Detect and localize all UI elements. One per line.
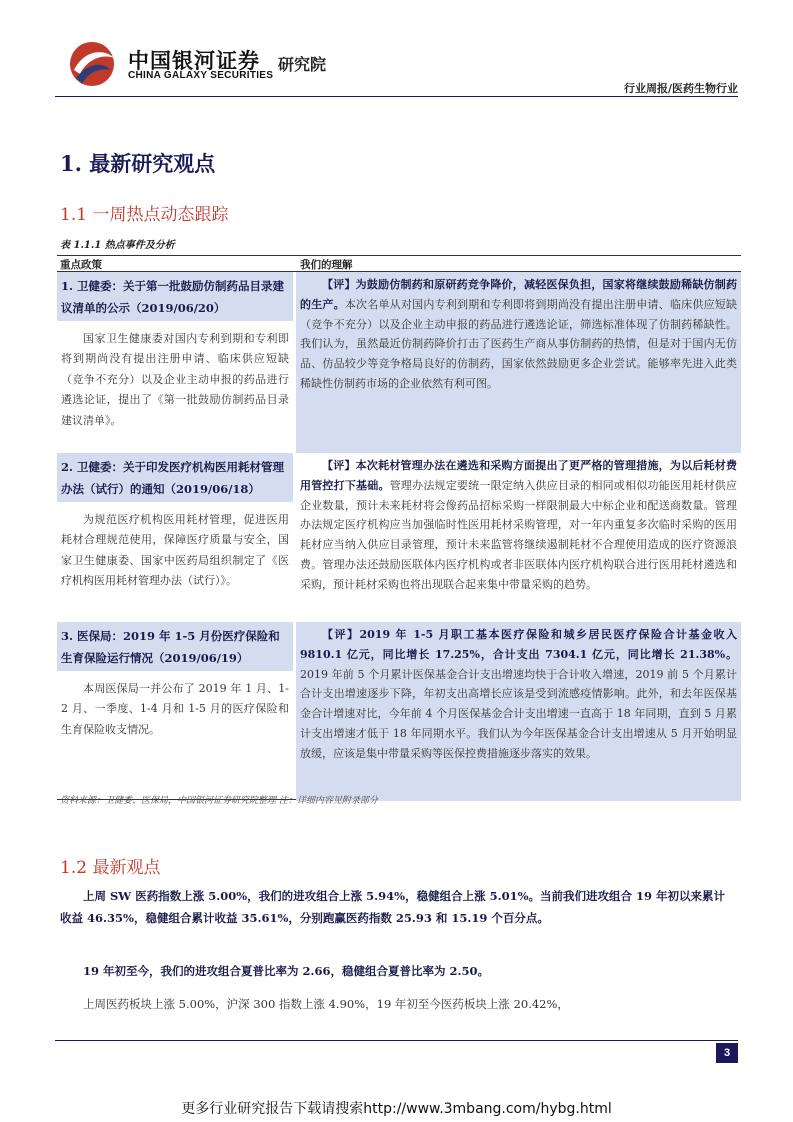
report-category: 行业周报/医药生物行业 (623, 82, 738, 95)
subsection-title: 1.1 一周热点动态跟踪 (60, 205, 229, 225)
galaxy-logo-icon (66, 40, 118, 88)
header-divider (55, 96, 738, 97)
table-source-note: 资料来源：卫健委、医保局，中国银河证券研究院整理 注：详细内容见附录部分 (60, 796, 378, 806)
table-row (57, 622, 741, 799)
table-header (57, 255, 741, 272)
row-left-cell (57, 453, 293, 621)
row-comment-body: 本次名单从对国内专利到期和专利即将到期尚没有提出注册申请、临床供应短缺（竞争不充分）以及企业主动申报的药品进行遴选论证，筛选标准体现了仿制药稀缺性。我们认为，虽然最近仿制药降价打击了医药生产商从事仿制药的热情，但是对于国内无仿品、仿品较少等竞争格局良好的仿制药，国家依然鼓励更多企业尝试。能够率先进入此类稀缺性仿制药市场的企业依然有利可图。 (300, 297, 737, 390)
logo-english: CHINA GALAXY SECURITIES (128, 70, 274, 81)
logo-title: 中国银河证券 (128, 49, 260, 73)
hot-events-table (57, 255, 741, 800)
table-row (57, 453, 741, 622)
logo-subtitle: 研究院 (278, 55, 327, 74)
paragraph-sector-performance: 上周医药板块上涨 5.00%，沪深 300 指数上涨 4.90%，19 年初至今医药板块上涨 20.42%， (83, 997, 569, 1011)
row-policy-title: 1. 卫健委：关于第一批鼓励仿制药品目录建议清单的公示（2019/06/20） (57, 272, 293, 321)
section-title: 1. 最新研究观点 (60, 151, 216, 176)
paragraph-portfolio-returns: 上周 SW 医药指数上涨 5.00%，我们的进攻组合上涨 5.94%，稳健组合上涨 5.01%。当前我们进攻组合 19 年初以来累计收益 46.35%，稳健组合累计收益 35.61%，分别跑赢医药指数 25.93 和 15.19 个百分点。 (60, 889, 726, 925)
row-policy-title: 3. 医保局：2019 年 1-5 月份医疗保险和生育保险运行情况（2019/06/19） (57, 622, 293, 671)
paragraph-sharpe-ratio: 19 年初至今，我们的进攻组合夏普比率为 2.66，稳健组合夏普比率为 2.50。 (83, 964, 490, 978)
row-comment-highlight: 【评】2019 年 1-5 月职工基本医疗保险和城乡居民医疗保险合计基金收入 9810.1 亿元，同比增长 17.25%，合计支出 7304.1 亿元，同比增长 21.38%。 (300, 628, 737, 661)
row-right-cell (296, 453, 741, 624)
page-number: 3 (716, 1043, 738, 1063)
row-policy-body: 本周医保局一并公布了 2019 年 1 月、1-2 月、一季度、1-4 月和 1-5 月的医疗保险和生育保险收支情况。 (61, 682, 289, 736)
row-comment-body: 管理办法规定要统一限定纳入供应目录的相同或相似功能医用耗材供应企业数量，预计未来耗材将会像药品招标采购一样限制最大中标企业和配送商数量。管理办法规定医疗机构应当加强临时性医用耗材采购管理，对一年内重复多次临时采购的医用耗材应当纳入供应目录管理，预计未来监管将继续遏制耗材不合理使用造成的医疗资源浪费。管理办法还鼓励医联体内医疗机构或者非医联体内医疗机构联合进行医用耗材遴选和采购，预计耗材采购也将出现联合起来集中带量采购的趋势。 (300, 478, 738, 591)
row-comment-highlight: 【评】本次耗材管理办法在遴选和采购方面提出了更严格的管理措施，为以后耗材费用管控打下基础。 (300, 459, 737, 492)
row-right-cell (296, 622, 741, 801)
table-row (57, 272, 741, 453)
footer-divider (55, 1040, 738, 1041)
table-header-policy: 重点政策 (60, 259, 102, 271)
row-policy-body: 为规范医疗机构医用耗材管理，促进医用耗材合理规范使用，保障医疗质量与安全，国家卫生健康委、国家中医药局组织制定了《医疗机构医用耗材管理办法（试行）》。 (61, 513, 289, 588)
row-policy-body: 国家卫生健康委对国内专利到期和专利即将到期尚没有提出注册申请、临床供应短缺（竞争不充分）以及企业主动申报的药品进行遴选论证，提出了《第一批鼓励仿制药品目录建议清单》。 (61, 332, 289, 427)
row-left-cell (57, 622, 293, 798)
row-comment-body: 2019 年前 5 个月累计医保基金合计支出增速均快于合计收入增速，2019 前 5 个月累计合计支出增速逐步下降，年初支出高增长应该是受到流感疫情影响。此外，和去年医保基金合计增速对比，今年前 4 个月医保基金合计支出增速一直高于 18 年同期，直到 5 月累计支出增速才低于 18 年同期水平。我们认为今年医保基金合计支出增速从 5 月开始明显放缓，应该是集中带量采购等医保控费措施逐步落实的效果。 (300, 667, 737, 760)
subsection-title-latest: 1.2 最新观点 (60, 858, 161, 878)
download-promo-link[interactable]: 更多行业研究报告下载请搜索http://www.3mbang.com/hybg.html (181, 1101, 612, 1117)
row-comment-highlight: 【评】为鼓励仿制药和原研药竞争降价，减轻医保负担，国家将继续鼓励稀缺仿制药的生产。 (300, 278, 737, 311)
row-policy-title: 2. 卫健委：关于印发医疗机构医用耗材管理办法（试行）的通知（2019/06/18） (57, 453, 293, 502)
table-caption: 表 1.1.1 热点事件及分析 (60, 240, 175, 251)
table-header-view: 我们的理解 (300, 259, 353, 271)
row-right-cell (296, 272, 741, 455)
row-left-cell (57, 272, 293, 452)
